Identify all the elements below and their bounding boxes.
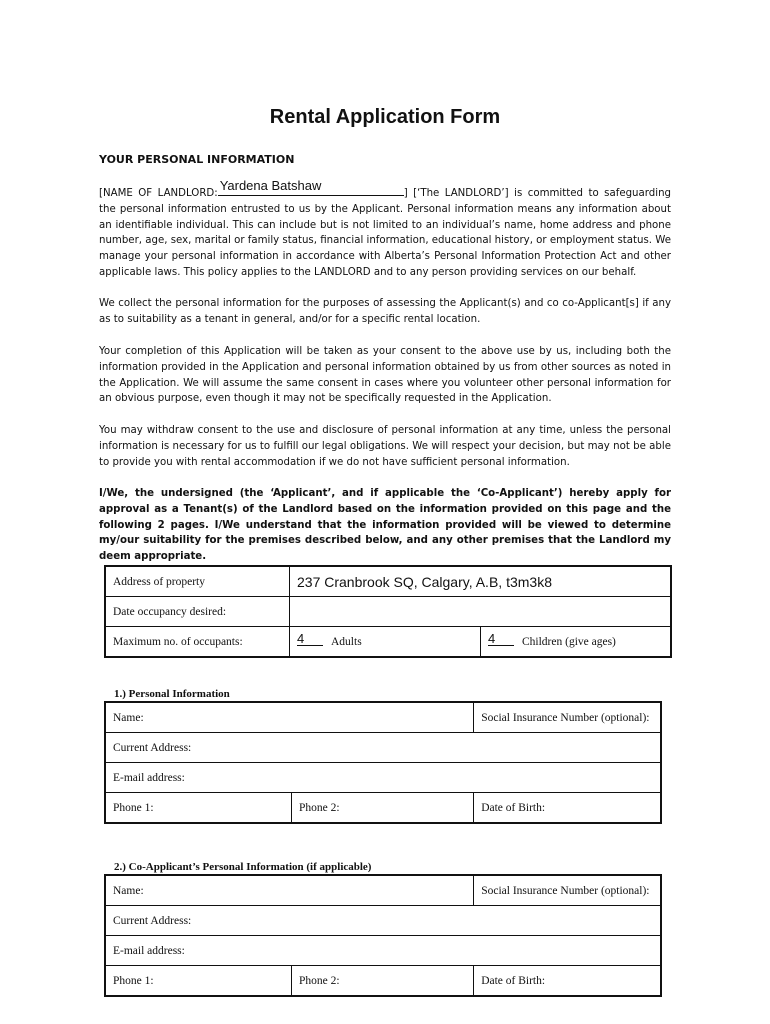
landlord-name-field[interactable]	[218, 178, 404, 196]
coapplicant-phone1-field[interactable]: Phone 1:	[105, 966, 292, 997]
collection-paragraph: We collect the personal information for the purposes of assessing the Applicant(s) and co co-Applicant[s] if any as to suitability as a tenant in general, and/or for a specific rental location.	[99, 298, 671, 325]
date-occupancy-field[interactable]	[290, 597, 672, 627]
applicant-sin-field[interactable]: Social Insurance Number (optional):	[474, 702, 661, 733]
landlord-name-value: Yardena Batshaw	[219, 178, 322, 194]
coapplicant-sin-field[interactable]: Social Insurance Number (optional):	[474, 875, 661, 906]
applicant-name-field[interactable]: Name:	[105, 702, 474, 733]
address-of-property-value: 237 Cranbrook SQ, Calgary, A.B, t3m3k8	[297, 573, 552, 590]
applicant-email-field[interactable]: E-mail address:	[105, 763, 661, 793]
section-heading: YOUR PERSONAL INFORMATION	[99, 153, 295, 166]
applicant-dob-field[interactable]: Date of Birth:	[474, 793, 661, 824]
address-of-property-field[interactable]	[290, 566, 672, 597]
children-label: Children (give ages)	[522, 636, 616, 648]
coapplicant-phone2-field[interactable]: Phone 2:	[292, 966, 474, 997]
adults-value: 4	[297, 633, 323, 646]
personal-info-table	[104, 701, 662, 824]
coapplicant-info-heading: 2.) Co-Applicant’s Personal Information (if applicable)	[114, 861, 372, 873]
declaration-paragraph: I/We, the undersigned (the ‘Applicant’, and if applicable the ‘Co-Applicant’) hereby apply for approval as a Tenant(s) of the Landlord based on the information provided on this page and the following 2 pages. I/We understand that the information provided will be viewed to determine my/our suitability for the premises described below, and any other premises that the Landlord my deem appropriate.	[99, 488, 671, 563]
applicant-address-field[interactable]: Current Address:	[105, 733, 661, 763]
children-field[interactable]	[481, 627, 672, 658]
adults-label: Adults	[331, 636, 362, 648]
applicant-phone2-field[interactable]: Phone 2:	[292, 793, 474, 824]
consent-paragraph: Your completion of this Application will be taken as your consent to the above use by us, including both the information provided in the Application and personal information obtained by us from other sources as noted in the Application. We will assume the same consent in cases where you volunteer other personal information for an obvious purpose, even though it may not be specifically requested in the Application.	[99, 346, 671, 405]
date-occupancy-label: Date occupancy desired:	[105, 597, 290, 627]
children-value: 4	[488, 633, 514, 646]
applicant-phone1-field[interactable]: Phone 1:	[105, 793, 292, 824]
page-title: Rental Application Form	[269, 106, 501, 128]
coapplicant-name-field[interactable]: Name:	[105, 875, 474, 906]
landlord-suffix: ] [‘The LANDLORD’] is committed to safeguarding the personal information entrusted to us by the Applicant. Personal information means any information about an identifiable individual. This can include but is not limited to an individual’s name, home address and phone number, age, sex, marital or family status, financial information, educational history, or employment status. We manage your personal information in accordance with Alberta’s Personal Information Protection Act and other applicable laws. This policy applies to the LANDLORD and to any person providing services on our behalf.	[99, 188, 671, 278]
withdraw-paragraph: You may withdraw consent to the use and disclosure of personal information at any time, unless the personal information is necessary for us to fulfill our legal obligations. We will respect your decision, but may not be able to provide you with rental accommodation if we do not have sufficient personal information.	[99, 425, 671, 468]
address-of-property-label: Address of property	[105, 566, 290, 597]
coapplicant-info-table	[104, 874, 662, 997]
coapplicant-dob-field[interactable]: Date of Birth:	[474, 966, 661, 997]
adults-field[interactable]	[290, 627, 481, 658]
max-occupants-label: Maximum no. of occupants:	[105, 627, 290, 658]
personal-info-heading: 1.) Personal Information	[114, 688, 230, 700]
property-table	[104, 565, 672, 658]
coapplicant-address-field[interactable]: Current Address:	[105, 906, 661, 936]
coapplicant-email-field[interactable]: E-mail address:	[105, 936, 661, 966]
landlord-paragraph	[99, 178, 671, 281]
landlord-prefix: [NAME OF LANDLORD:	[99, 188, 218, 199]
